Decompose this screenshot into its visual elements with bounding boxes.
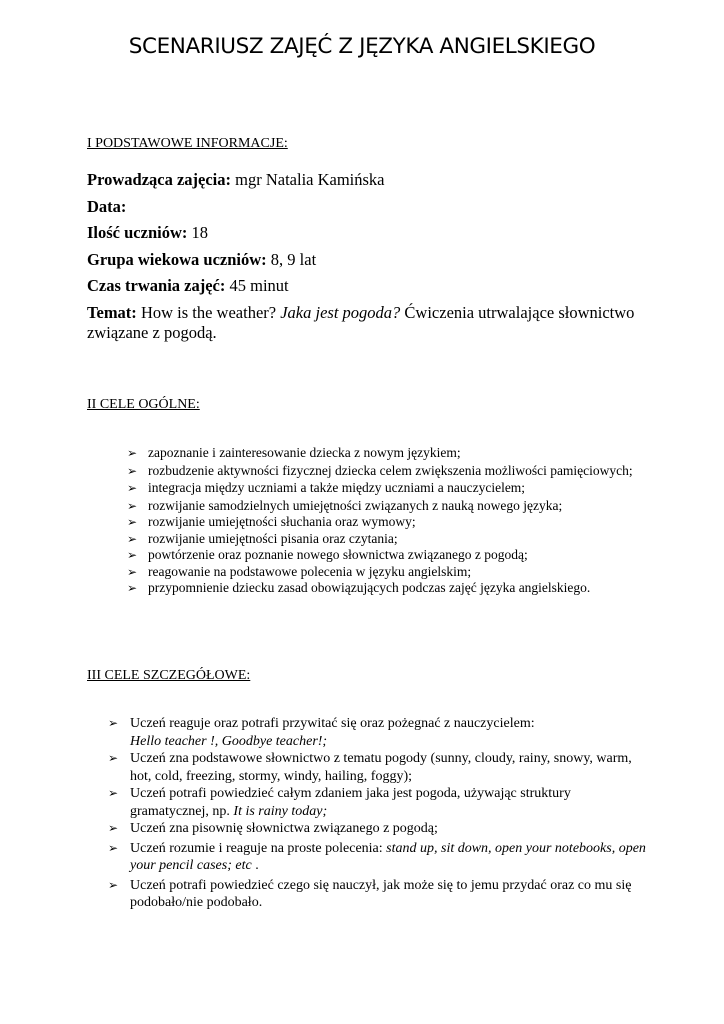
arrow-bullet-icon: ➢: [127, 531, 138, 546]
arrow-bullet-icon: ➢: [108, 821, 119, 835]
topic-line: [87, 303, 647, 343]
topic-italic: Jaka jest pogoda?: [280, 303, 401, 322]
list-item: ➢ zapoznanie i zainteresowanie dziecka z nowym językiem;: [127, 445, 461, 460]
arrow-bullet-icon: ➢: [108, 877, 119, 892]
topic-text: How is the weather?: [136, 303, 281, 322]
list-item: ➢ Uczeń rozumie i reaguje na proste polecenia: stand up, sit down, open your notebooks, open your pencil cases; etc .: [108, 840, 646, 873]
topic-text-end: Ćwiczenia utrwalające słownictwo związane z pogodą.: [87, 303, 635, 342]
arrow-bullet-icon: ➢: [127, 481, 138, 495]
arrow-bullet-icon: ➢: [108, 840, 119, 855]
students-value: 18: [187, 223, 208, 242]
list-item: ➢ rozwijanie umiejętności pisania oraz czytania;: [127, 530, 398, 546]
duration-value: 45 minut: [225, 276, 289, 295]
list-item: ➢ powtórzenie oraz poznanie nowego słownictwa związanego z pogodą;: [127, 547, 528, 562]
students-line: [87, 223, 647, 243]
duration-label: Czas trwania zajęć:: [87, 276, 226, 295]
arrow-bullet-icon: ➢: [127, 581, 138, 595]
list-item: ➢ integracja między uczniami a także między uczniami a nauczycielem;: [127, 480, 526, 495]
arrow-bullet-icon: ➢: [127, 498, 138, 513]
page-title: SCENARIUSZ ZAJĘĆ Z JĘZYKA ANGIELSKIEGO: [128, 34, 596, 59]
arrow-bullet-icon: ➢: [108, 751, 119, 765]
list-item: ➢ rozbudzenie aktywności fizycznej dziecka celem zwiększenia możliwości pamięciowych;: [127, 462, 633, 478]
list-item: ➢ Uczeń zna pisownię słownictwa związanego z pogodą;: [108, 821, 438, 836]
arrow-bullet-icon: ➢: [127, 564, 138, 579]
arrow-bullet-icon: ➢: [127, 548, 138, 562]
duration-line: [87, 276, 647, 296]
list-item: ➢ przypomnienie dziecku zasad obowiązujących podczas zajęć języka angielskiego.: [127, 580, 591, 595]
arrow-bullet-icon: ➢: [108, 716, 119, 730]
age-group-line: [87, 250, 647, 270]
teacher-value: mgr Natalia Kamińska: [231, 170, 385, 189]
students-label: Ilość uczniów:: [87, 223, 188, 242]
list-item: ➢ Uczeń potrafi powiedzieć całym zdaniem jaka jest pogoda, używając struktury gramatycznej, np. It is rainy today;: [108, 786, 571, 819]
age-group-label: Grupa wiekowa uczniów:: [87, 250, 267, 269]
arrow-bullet-icon: ➢: [127, 446, 138, 460]
section-heading-detailed-goals: III CELE SZCZEGÓŁOWE:: [87, 668, 251, 683]
arrow-bullet-icon: ➢: [108, 786, 119, 800]
list-item: ➢ rozwijanie samodzielnych umiejętności związanych z nauką nowego języka;: [127, 497, 563, 513]
topic-label: Temat:: [87, 303, 137, 322]
age-group-value: 8, 9 lat: [266, 250, 317, 269]
date-label: Data:: [87, 197, 127, 216]
list-item: ➢ reagowanie na podstawowe polecenia w języku angielskim;: [127, 563, 472, 579]
date-line: [87, 197, 647, 217]
general-goals-list: [127, 445, 648, 597]
list-item: ➢ rozwijanie umiejętności słuchania oraz wymowy;: [127, 514, 416, 529]
teacher-label: Prowadząca zajęcia:: [87, 170, 232, 189]
teacher-line: [87, 170, 647, 190]
arrow-bullet-icon: ➢: [127, 463, 138, 478]
section-heading-basic-info: I PODSTAWOWE INFORMACJE:: [87, 136, 288, 151]
list-item: ➢ Uczeń potrafi powiedzieć czego się nauczył, jak może się to jemu przydać oraz co mu się podobało/nie podobało.: [108, 877, 632, 910]
detailed-goals-list: [108, 715, 650, 912]
list-item: ➢ Uczeń reaguje oraz potrafi przywitać się oraz pożegnać z nauczycielem: Hello teacher !, Goodbye teacher!;: [108, 716, 535, 749]
section-heading-general-goals: II CELE OGÓLNE:: [87, 397, 200, 412]
arrow-bullet-icon: ➢: [127, 515, 138, 529]
list-item: ➢ Uczeń zna podstawowe słownictwo z tematu pogody (sunny, cloudy, rainy, snowy, warm, hot, cold, freezing, stormy, windy, hailing, foggy);: [108, 751, 632, 784]
